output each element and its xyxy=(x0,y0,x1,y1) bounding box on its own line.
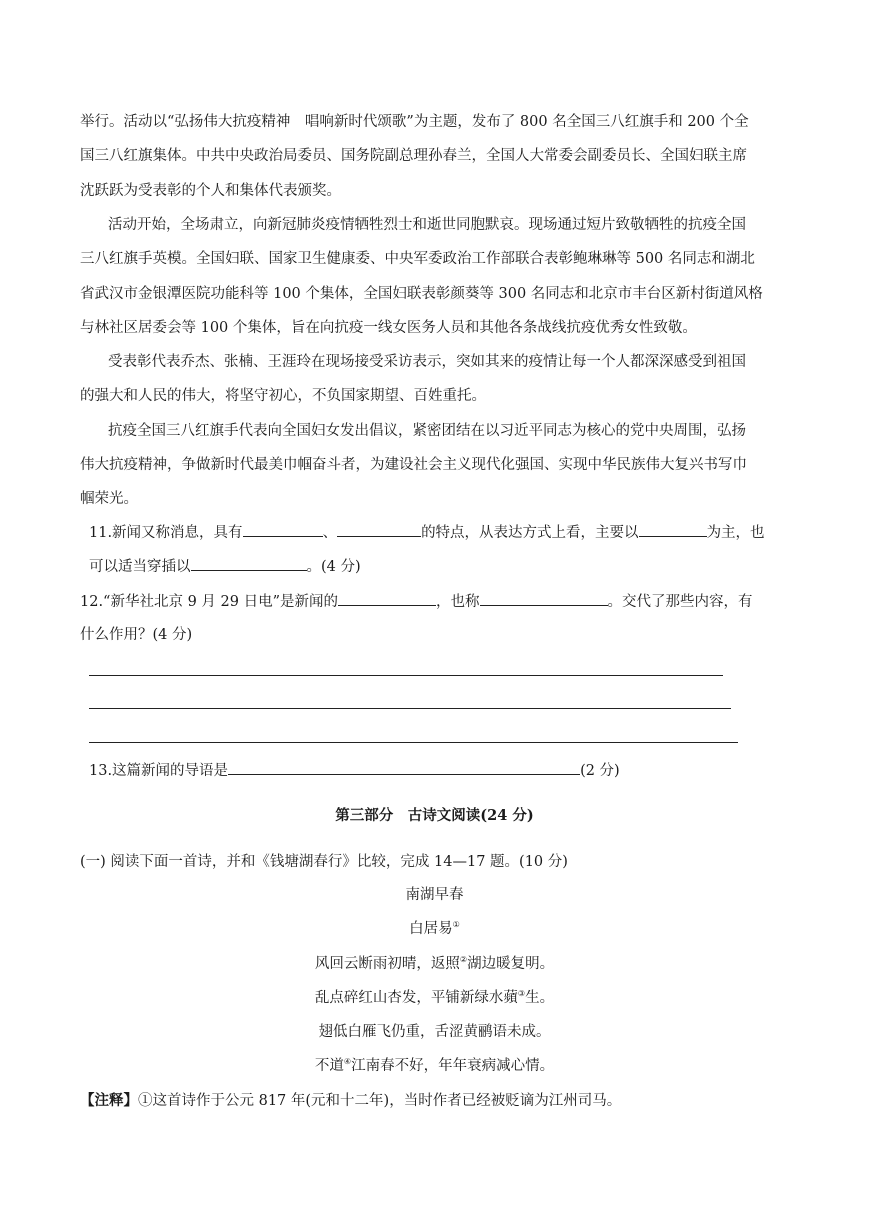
poem-text: 湖边暖复明。 xyxy=(467,956,555,972)
answer-line[interactable] xyxy=(89,675,723,676)
question-12-cont: 什么作用？(4 分) xyxy=(80,627,193,643)
notes xyxy=(80,1091,621,1111)
article-line: 帼荣光。 xyxy=(80,491,138,507)
poem-author xyxy=(0,919,869,939)
poem-text: 乱点碎红山杏发，平铺新绿水蘋 xyxy=(314,990,518,1006)
article-line: 三八红旗手英模。全国妇联、国家卫生健康委、中央军委政治工作部联合表彰鲍琳琳等 500 名同志和湖北 xyxy=(80,251,755,267)
notes-label: 【注释】 xyxy=(80,1092,138,1109)
poem-line: 翅低白雁飞仍重，舌涩黄鹂语未成。 xyxy=(318,1024,551,1040)
poem-text: 江南春不好，年年衰病减心情。 xyxy=(351,1058,555,1074)
poem-text: 不道 xyxy=(314,1058,344,1074)
poem-text: 风回云断雨初晴，返照 xyxy=(314,956,460,972)
author-name: 白居易 xyxy=(409,921,453,937)
question-11 xyxy=(89,522,765,543)
question-12 xyxy=(80,591,753,612)
answer-blank[interactable] xyxy=(639,522,707,537)
footnote-marker: ① xyxy=(452,920,460,930)
footnote-marker: ④ xyxy=(343,1057,352,1067)
answer-line[interactable] xyxy=(89,708,731,709)
poem-line xyxy=(0,988,869,1008)
question-13 xyxy=(89,760,620,781)
q12-text: 。交代了那些内容，有 xyxy=(607,594,753,610)
article-line: 与林社区居委会等 100 个集体，旨在向抗疫一线女医务人员和其他各条战线抗疫优秀女性致敬。 xyxy=(80,320,697,336)
article-line: 伟大抗疫精神，争做新时代最美巾帼奋斗者，为建设社会主义现代化强国、实现中华民族伟大复兴书写巾 xyxy=(80,457,747,473)
poem-title: 南湖早春 xyxy=(405,887,464,903)
article-line: 沈跃跃为受表彰的个人和集体代表颁奖。 xyxy=(80,183,341,199)
part-instruction: (一) 阅读下面一首诗，并和《钱塘湖春行》比较，完成 14—17 题。(10 分) xyxy=(80,854,568,870)
q11-text: 。(4 分) xyxy=(306,559,361,575)
answer-blank[interactable] xyxy=(243,522,323,537)
q11-text: 可以适当穿插以 xyxy=(89,559,191,575)
article-line: 省武汉市金银潭医院功能科等 100 个集体，全国妇联表彰颜葵等 300 名同志和北京市丰台区新村街道风格 xyxy=(80,286,763,302)
poem-line xyxy=(0,954,869,974)
q11-text: 的特点，从表达方式上看，主要以 xyxy=(421,525,639,541)
answer-blank[interactable] xyxy=(191,556,307,571)
article-line: 的强大和人民的伟大，将坚守初心，不负国家期望、百姓重托。 xyxy=(80,388,486,404)
q13-text: (2 分) xyxy=(580,763,620,779)
q11-text: 为主，也 xyxy=(706,525,765,541)
article-line: 国三八红旗集体。中共中央政治局委员、国务院副总理孙春兰，全国人大常委会副委员长、全国妇联主席 xyxy=(80,148,747,164)
answer-line[interactable] xyxy=(89,742,738,743)
article-line: 举行。活动以“弘扬伟大抗疫精神 唱响新时代颂歌”为主题，发布了 800 名全国三八红旗手和 200 个全 xyxy=(80,114,749,130)
q12-text: ，也称 xyxy=(436,594,480,610)
q12-text: 12.“新华社北京 9 月 29 日电”是新闻的 xyxy=(80,594,338,610)
poem-text: 生。 xyxy=(525,990,555,1006)
article-line: 抗疫全国三八红旗手代表向全国妇女发出倡议，紧密团结在以习近平同志为核心的党中央周围，弘扬 xyxy=(108,423,746,439)
answer-blank[interactable] xyxy=(480,591,608,606)
footnote-marker: ② xyxy=(459,955,468,965)
section-title: 第三部分 古诗文阅读(24 分) xyxy=(335,807,534,824)
note-text: ①这首诗作于公元 817 年(元和十二年)，当时作者已经被贬谪为江州司马。 xyxy=(138,1093,622,1109)
answer-blank[interactable] xyxy=(337,522,421,537)
q11-text: 11.新闻又称消息，具有 xyxy=(89,525,243,541)
poem-line xyxy=(0,1056,869,1076)
answer-blank[interactable] xyxy=(228,760,580,775)
q11-text: 、 xyxy=(322,525,338,541)
footnote-marker: ③ xyxy=(517,989,526,999)
question-11-cont xyxy=(89,556,361,577)
article-line: 活动开始，全场肃立，向新冠肺炎疫情牺牲烈士和逝世同胞默哀。现场通过短片致敬牺牲的抗疫全国 xyxy=(108,217,746,233)
article-line: 受表彰代表乔杰、张楠、王涯玲在现场接受采访表示，突如其来的疫情让每一个人都深深感受到祖国 xyxy=(108,354,746,370)
q13-text: 13.这篇新闻的导语是 xyxy=(89,763,229,779)
answer-blank[interactable] xyxy=(338,591,436,606)
